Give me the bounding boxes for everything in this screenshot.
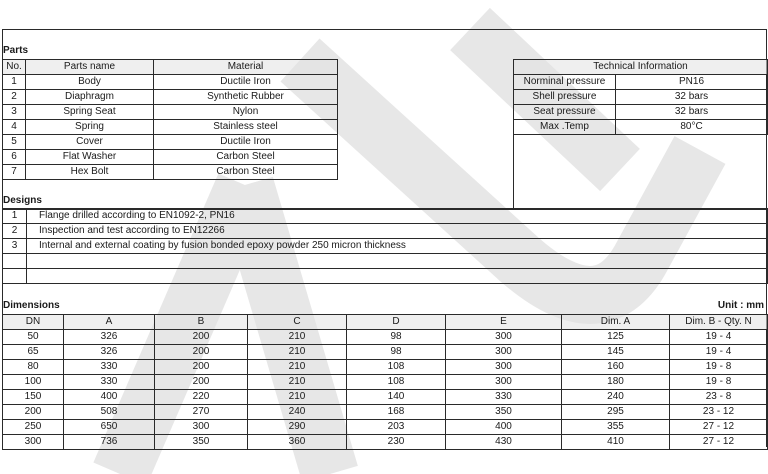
cell-b: 350 bbox=[155, 435, 248, 450]
cell-b: 220 bbox=[155, 390, 248, 405]
table-row bbox=[3, 150, 338, 165]
technical-info-table bbox=[513, 59, 768, 135]
tech-value: 32 bars bbox=[616, 105, 768, 120]
cell-b: 200 bbox=[155, 330, 248, 345]
cell-d: 140 bbox=[347, 390, 446, 405]
cell-d: 108 bbox=[347, 375, 446, 390]
tech-value: 32 bars bbox=[616, 90, 768, 105]
design-text: Inspection and test according to EN12266 bbox=[27, 224, 768, 239]
cell-e: 430 bbox=[446, 435, 562, 450]
table-row bbox=[3, 390, 768, 405]
cell-e: 300 bbox=[446, 330, 562, 345]
part-name: Spring Seat bbox=[26, 105, 154, 120]
part-name: Hex Bolt bbox=[26, 165, 154, 180]
cell-dim-a: 145 bbox=[562, 345, 670, 360]
part-name: Diaphragm bbox=[26, 90, 154, 105]
cell-d: 168 bbox=[347, 405, 446, 420]
part-name: Spring bbox=[26, 120, 154, 135]
dimensions-table bbox=[2, 314, 768, 450]
cell-dn: 100 bbox=[3, 375, 64, 390]
design-no: 1 bbox=[3, 209, 27, 224]
cell-a: 326 bbox=[64, 330, 155, 345]
cell-dim-b: 19 - 4 bbox=[670, 345, 768, 360]
cell-dim-a: 410 bbox=[562, 435, 670, 450]
tech-label: Seat pressure bbox=[514, 105, 616, 120]
cell-d: 98 bbox=[347, 345, 446, 360]
technical-header-row bbox=[514, 60, 768, 75]
designs-title: Designs bbox=[3, 195, 42, 206]
cell-c: 210 bbox=[248, 330, 347, 345]
table-row bbox=[3, 75, 338, 90]
part-no: 4 bbox=[3, 120, 26, 135]
table-row bbox=[514, 75, 768, 90]
design-no bbox=[3, 269, 27, 284]
cell-dim-a: 160 bbox=[562, 360, 670, 375]
cell-d: 230 bbox=[347, 435, 446, 450]
cell-a: 508 bbox=[64, 405, 155, 420]
design-text bbox=[27, 269, 768, 284]
table-row bbox=[3, 269, 768, 284]
cell-a: 736 bbox=[64, 435, 155, 450]
col-header-a: A bbox=[64, 315, 155, 330]
part-material: Carbon Steel bbox=[154, 150, 338, 165]
tech-value: PN16 bbox=[616, 75, 768, 90]
cell-dn: 50 bbox=[3, 330, 64, 345]
table-row bbox=[3, 120, 338, 135]
table-row bbox=[3, 375, 768, 390]
design-text: Internal and external coating by fusion bonded epoxy powder 250 micron thickness bbox=[27, 239, 768, 254]
cell-c: 210 bbox=[248, 390, 347, 405]
cell-dim-a: 355 bbox=[562, 420, 670, 435]
cell-dim-b: 27 - 12 bbox=[670, 435, 768, 450]
cell-dim-b: 19 - 4 bbox=[670, 330, 768, 345]
tech-label: Shell pressure bbox=[514, 90, 616, 105]
part-material: Nylon bbox=[154, 105, 338, 120]
cell-b: 270 bbox=[155, 405, 248, 420]
table-row bbox=[3, 90, 338, 105]
col-header-dim-b-qty-n: Dim. B - Qty. N bbox=[670, 315, 768, 330]
cell-b: 200 bbox=[155, 345, 248, 360]
cell-dim-a: 240 bbox=[562, 390, 670, 405]
cell-a: 400 bbox=[64, 390, 155, 405]
cell-e: 300 bbox=[446, 360, 562, 375]
part-no: 2 bbox=[3, 90, 26, 105]
part-no: 3 bbox=[3, 105, 26, 120]
table-row bbox=[3, 254, 768, 269]
cell-dim-a: 125 bbox=[562, 330, 670, 345]
design-no: 3 bbox=[3, 239, 27, 254]
table-row bbox=[514, 120, 768, 135]
design-no: 2 bbox=[3, 224, 27, 239]
table-row bbox=[514, 90, 768, 105]
table-row bbox=[3, 135, 338, 150]
table-row bbox=[3, 420, 768, 435]
cell-dn: 300 bbox=[3, 435, 64, 450]
cell-e: 350 bbox=[446, 405, 562, 420]
part-name: Flat Washer bbox=[26, 150, 154, 165]
col-header-d: D bbox=[347, 315, 446, 330]
parts-title: Parts bbox=[3, 45, 29, 56]
col-header-material: Material bbox=[154, 60, 338, 75]
table-row bbox=[3, 330, 768, 345]
technical-info-border bbox=[513, 134, 514, 209]
col-header-b: B bbox=[155, 315, 248, 330]
cell-e: 300 bbox=[446, 375, 562, 390]
cell-b: 300 bbox=[155, 420, 248, 435]
cell-dn: 250 bbox=[3, 420, 64, 435]
cell-a: 650 bbox=[64, 420, 155, 435]
col-header-dim-a: Dim. A bbox=[562, 315, 670, 330]
cell-dn: 150 bbox=[3, 390, 64, 405]
design-no bbox=[3, 254, 27, 269]
table-row bbox=[514, 105, 768, 120]
cell-d: 108 bbox=[347, 360, 446, 375]
dimensions-header-row bbox=[3, 315, 768, 330]
cell-dim-b: 19 - 8 bbox=[670, 360, 768, 375]
part-material: Synthetic Rubber bbox=[154, 90, 338, 105]
cell-b: 200 bbox=[155, 375, 248, 390]
col-header-no: No. bbox=[3, 60, 26, 75]
table-row bbox=[3, 209, 768, 224]
datasheet bbox=[2, 29, 767, 447]
cell-c: 240 bbox=[248, 405, 347, 420]
table-row bbox=[3, 360, 768, 375]
col-header-c: C bbox=[248, 315, 347, 330]
cell-dn: 65 bbox=[3, 345, 64, 360]
design-text: Flange drilled according to EN1092-2, PN16 bbox=[27, 209, 768, 224]
cell-d: 203 bbox=[347, 420, 446, 435]
tech-value: 80°C bbox=[616, 120, 768, 135]
table-row bbox=[3, 435, 768, 450]
col-header-dn: DN bbox=[3, 315, 64, 330]
cell-dn: 200 bbox=[3, 405, 64, 420]
table-row bbox=[3, 405, 768, 420]
col-header-e: E bbox=[446, 315, 562, 330]
designs-table bbox=[2, 208, 768, 284]
cell-c: 290 bbox=[248, 420, 347, 435]
cell-dim-b: 23 - 12 bbox=[670, 405, 768, 420]
cell-c: 360 bbox=[248, 435, 347, 450]
cell-e: 330 bbox=[446, 390, 562, 405]
table-row bbox=[3, 239, 768, 254]
col-header-parts-name: Parts name bbox=[26, 60, 154, 75]
part-no: 1 bbox=[3, 75, 26, 90]
cell-dim-b: 23 - 8 bbox=[670, 390, 768, 405]
table-row bbox=[3, 224, 768, 239]
design-text bbox=[27, 254, 768, 269]
part-name: Cover bbox=[26, 135, 154, 150]
cell-dim-b: 19 - 8 bbox=[670, 375, 768, 390]
cell-c: 210 bbox=[248, 375, 347, 390]
dimensions-title: Dimensions bbox=[3, 300, 60, 311]
part-material: Ductile Iron bbox=[154, 135, 338, 150]
tech-label: Norminal pressure bbox=[514, 75, 616, 90]
cell-a: 330 bbox=[64, 360, 155, 375]
cell-dn: 80 bbox=[3, 360, 64, 375]
cell-dim-a: 180 bbox=[562, 375, 670, 390]
tech-label: Max .Temp bbox=[514, 120, 616, 135]
parts-header-row bbox=[3, 60, 338, 75]
part-no: 7 bbox=[3, 165, 26, 180]
part-no: 6 bbox=[3, 150, 26, 165]
cell-d: 98 bbox=[347, 330, 446, 345]
technical-info-title: Technical Information bbox=[514, 60, 768, 75]
part-material: Carbon Steel bbox=[154, 165, 338, 180]
cell-b: 200 bbox=[155, 360, 248, 375]
table-row bbox=[3, 345, 768, 360]
cell-e: 400 bbox=[446, 420, 562, 435]
cell-e: 300 bbox=[446, 345, 562, 360]
cell-a: 330 bbox=[64, 375, 155, 390]
table-row bbox=[3, 165, 338, 180]
cell-dim-a: 295 bbox=[562, 405, 670, 420]
cell-dim-b: 27 - 12 bbox=[670, 420, 768, 435]
cell-c: 210 bbox=[248, 360, 347, 375]
part-no: 5 bbox=[3, 135, 26, 150]
cell-a: 326 bbox=[64, 345, 155, 360]
table-row bbox=[3, 105, 338, 120]
parts-table bbox=[2, 59, 338, 180]
part-name: Body bbox=[26, 75, 154, 90]
unit-label: Unit : mm bbox=[717, 300, 764, 311]
part-material: Stainless steel bbox=[154, 120, 338, 135]
part-material: Ductile Iron bbox=[154, 75, 338, 90]
cell-c: 210 bbox=[248, 345, 347, 360]
